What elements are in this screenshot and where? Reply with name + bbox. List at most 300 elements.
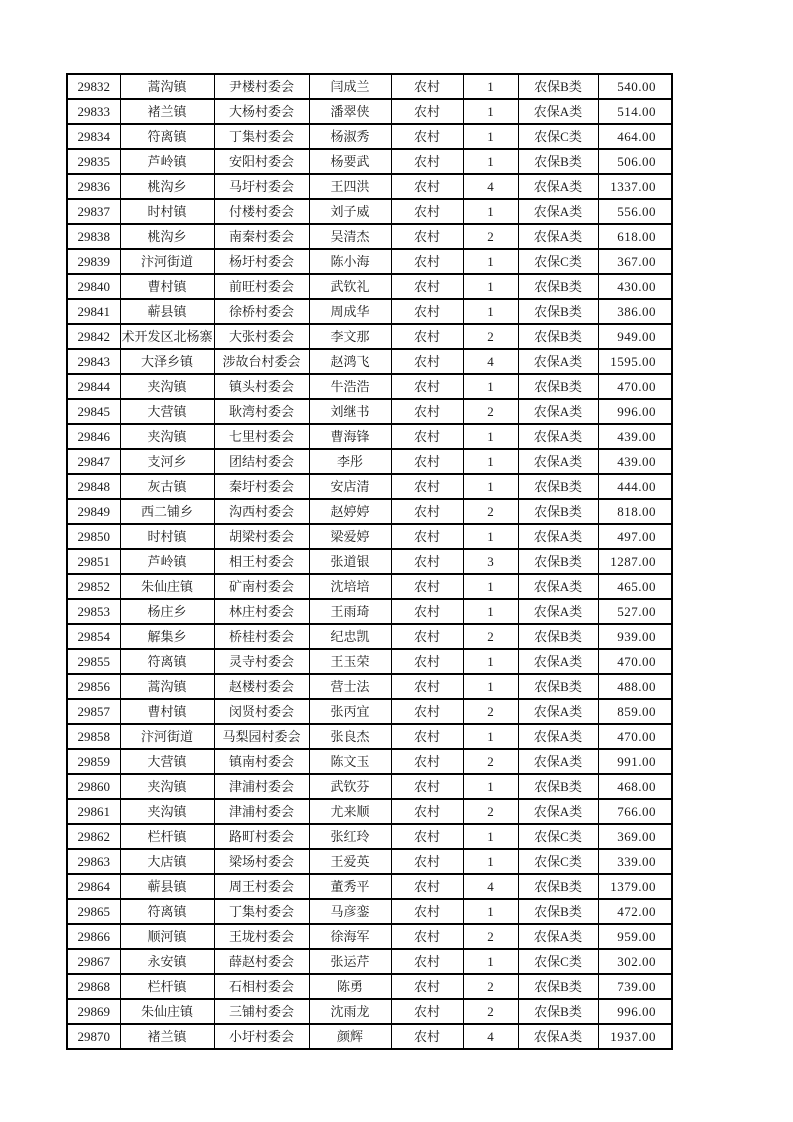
cell-insurance-class: 农保B类 <box>518 324 598 349</box>
table-row <box>67 999 672 1024</box>
cell-record-id: 29843 <box>67 349 120 374</box>
cell-insurance-class: 农保B类 <box>518 874 598 899</box>
cell-count: 1 <box>463 374 518 399</box>
cell-village-committee: 前旺村委会 <box>214 274 309 299</box>
cell-amount: 439.00 <box>598 424 672 449</box>
cell-insurance-class: 农保B类 <box>518 74 598 99</box>
table-row <box>67 774 672 799</box>
cell-town: 大营镇 <box>120 399 214 424</box>
cell-residence-type: 农村 <box>391 924 463 949</box>
cell-record-id: 29834 <box>67 124 120 149</box>
cell-amount: 439.00 <box>598 449 672 474</box>
cell-amount: 470.00 <box>598 374 672 399</box>
cell-record-id: 29859 <box>67 749 120 774</box>
cell-record-id: 29858 <box>67 724 120 749</box>
cell-amount: 618.00 <box>598 224 672 249</box>
cell-insurance-class: 农保B类 <box>518 374 598 399</box>
cell-amount: 739.00 <box>598 974 672 999</box>
cell-person-name: 张良杰 <box>309 724 391 749</box>
table-row <box>67 199 672 224</box>
cell-village-committee: 矿南村委会 <box>214 574 309 599</box>
cell-village-committee: 赵楼村委会 <box>214 674 309 699</box>
table-row <box>67 299 672 324</box>
table-row <box>67 499 672 524</box>
cell-insurance-class: 农保B类 <box>518 624 598 649</box>
table-row <box>67 524 672 549</box>
table-row <box>67 249 672 274</box>
cell-count: 1 <box>463 199 518 224</box>
cell-town: 符离镇 <box>120 899 214 924</box>
cell-insurance-class: 农保A类 <box>518 524 598 549</box>
cell-village-committee: 秦圩村委会 <box>214 474 309 499</box>
cell-town: 芦岭镇 <box>120 549 214 574</box>
cell-person-name: 沈培培 <box>309 574 391 599</box>
table-row <box>67 324 672 349</box>
cell-person-name: 王雨琦 <box>309 599 391 624</box>
cell-town: 大营镇 <box>120 749 214 774</box>
cell-residence-type: 农村 <box>391 1024 463 1049</box>
cell-person-name: 杨淑秀 <box>309 124 391 149</box>
cell-count: 1 <box>463 849 518 874</box>
cell-town: 支河乡 <box>120 449 214 474</box>
cell-village-committee: 镇头村委会 <box>214 374 309 399</box>
cell-town: 夹沟镇 <box>120 374 214 399</box>
table-row <box>67 99 672 124</box>
cell-residence-type: 农村 <box>391 824 463 849</box>
cell-record-id: 29868 <box>67 974 120 999</box>
cell-record-id: 29852 <box>67 574 120 599</box>
cell-count: 1 <box>463 249 518 274</box>
cell-person-name: 曹海锋 <box>309 424 391 449</box>
cell-count: 3 <box>463 549 518 574</box>
cell-village-committee: 王垅村委会 <box>214 924 309 949</box>
table-row <box>67 724 672 749</box>
cell-person-name: 吴清杰 <box>309 224 391 249</box>
cell-record-id: 29847 <box>67 449 120 474</box>
cell-town: 汴河街道 <box>120 249 214 274</box>
cell-person-name: 刘子威 <box>309 199 391 224</box>
cell-town: 蒿沟镇 <box>120 74 214 99</box>
table-row <box>67 449 672 474</box>
cell-amount: 939.00 <box>598 624 672 649</box>
cell-town: 夹沟镇 <box>120 799 214 824</box>
cell-village-committee: 尹楼村委会 <box>214 74 309 99</box>
cell-insurance-class: 农保B类 <box>518 999 598 1024</box>
cell-insurance-class: 农保C类 <box>518 849 598 874</box>
cell-insurance-class: 农保B类 <box>518 274 598 299</box>
cell-record-id: 29840 <box>67 274 120 299</box>
cell-record-id: 29849 <box>67 499 120 524</box>
cell-town: 栏杆镇 <box>120 824 214 849</box>
cell-village-committee: 团结村委会 <box>214 449 309 474</box>
cell-record-id: 29869 <box>67 999 120 1024</box>
cell-town: 西二铺乡 <box>120 499 214 524</box>
cell-amount: 430.00 <box>598 274 672 299</box>
cell-village-committee: 丁集村委会 <box>214 899 309 924</box>
table-row <box>67 374 672 399</box>
cell-record-id: 29845 <box>67 399 120 424</box>
cell-amount: 1337.00 <box>598 174 672 199</box>
cell-residence-type: 农村 <box>391 174 463 199</box>
cell-town: 桃沟乡 <box>120 174 214 199</box>
table-row <box>67 174 672 199</box>
cell-village-committee: 沟西村委会 <box>214 499 309 524</box>
cell-residence-type: 农村 <box>391 999 463 1024</box>
cell-insurance-class: 农保A类 <box>518 574 598 599</box>
cell-town: 大泽乡镇 <box>120 349 214 374</box>
cell-record-id: 29857 <box>67 699 120 724</box>
cell-insurance-class: 农保B类 <box>518 499 598 524</box>
cell-residence-type: 农村 <box>391 974 463 999</box>
cell-record-id: 29833 <box>67 99 120 124</box>
cell-amount: 991.00 <box>598 749 672 774</box>
cell-amount: 514.00 <box>598 99 672 124</box>
cell-insurance-class: 农保A类 <box>518 99 598 124</box>
cell-count: 1 <box>463 674 518 699</box>
table-row <box>67 974 672 999</box>
cell-insurance-class: 农保B类 <box>518 899 598 924</box>
cell-count: 1 <box>463 824 518 849</box>
cell-village-committee: 徐桥村委会 <box>214 299 309 324</box>
cell-record-id: 29856 <box>67 674 120 699</box>
cell-amount: 949.00 <box>598 324 672 349</box>
cell-person-name: 闫成兰 <box>309 74 391 99</box>
cell-insurance-class: 农保B类 <box>518 149 598 174</box>
cell-person-name: 牛浩浩 <box>309 374 391 399</box>
cell-residence-type: 农村 <box>391 399 463 424</box>
cell-count: 4 <box>463 1024 518 1049</box>
cell-person-name: 徐海军 <box>309 924 391 949</box>
table-row <box>67 674 672 699</box>
cell-residence-type: 农村 <box>391 249 463 274</box>
cell-person-name: 马彦銮 <box>309 899 391 924</box>
cell-person-name: 颜辉 <box>309 1024 391 1049</box>
cell-record-id: 29842 <box>67 324 120 349</box>
cell-count: 2 <box>463 399 518 424</box>
cell-count: 2 <box>463 624 518 649</box>
cell-record-id: 29844 <box>67 374 120 399</box>
cell-record-id: 29838 <box>67 224 120 249</box>
cell-amount: 464.00 <box>598 124 672 149</box>
cell-residence-type: 农村 <box>391 199 463 224</box>
cell-record-id: 29850 <box>67 524 120 549</box>
cell-residence-type: 农村 <box>391 599 463 624</box>
cell-village-committee: 薛赵村委会 <box>214 949 309 974</box>
cell-town: 顺河镇 <box>120 924 214 949</box>
cell-insurance-class: 农保A类 <box>518 224 598 249</box>
cell-count: 1 <box>463 74 518 99</box>
cell-amount: 1937.00 <box>598 1024 672 1049</box>
cell-record-id: 29837 <box>67 199 120 224</box>
cell-amount: 1287.00 <box>598 549 672 574</box>
cell-town: 朱仙庄镇 <box>120 574 214 599</box>
cell-amount: 470.00 <box>598 649 672 674</box>
cell-record-id: 29835 <box>67 149 120 174</box>
cell-person-name: 王爱英 <box>309 849 391 874</box>
cell-residence-type: 农村 <box>391 849 463 874</box>
cell-village-committee: 涉故台村委会 <box>214 349 309 374</box>
cell-record-id: 29864 <box>67 874 120 899</box>
cell-insurance-class: 农保C类 <box>518 124 598 149</box>
cell-amount: 497.00 <box>598 524 672 549</box>
cell-count: 1 <box>463 649 518 674</box>
cell-amount: 766.00 <box>598 799 672 824</box>
cell-insurance-class: 农保C类 <box>518 824 598 849</box>
cell-count: 4 <box>463 174 518 199</box>
cell-amount: 527.00 <box>598 599 672 624</box>
cell-amount: 367.00 <box>598 249 672 274</box>
cell-village-committee: 杨圩村委会 <box>214 249 309 274</box>
table-row <box>67 749 672 774</box>
cell-village-committee: 南秦村委会 <box>214 224 309 249</box>
cell-count: 2 <box>463 799 518 824</box>
cell-insurance-class: 农保B类 <box>518 299 598 324</box>
cell-village-committee: 胡梁村委会 <box>214 524 309 549</box>
cell-insurance-class: 农保A类 <box>518 924 598 949</box>
cell-town: 灰古镇 <box>120 474 214 499</box>
cell-town: 蕲县镇 <box>120 874 214 899</box>
cell-residence-type: 农村 <box>391 499 463 524</box>
cell-town: 曹村镇 <box>120 699 214 724</box>
cell-record-id: 29832 <box>67 74 120 99</box>
table-row <box>67 624 672 649</box>
cell-person-name: 纪忠凯 <box>309 624 391 649</box>
cell-record-id: 29851 <box>67 549 120 574</box>
cell-residence-type: 农村 <box>391 899 463 924</box>
table-row <box>67 74 672 99</box>
cell-town: 时村镇 <box>120 199 214 224</box>
cell-count: 1 <box>463 949 518 974</box>
cell-amount: 444.00 <box>598 474 672 499</box>
cell-count: 2 <box>463 974 518 999</box>
records-table-body <box>67 74 672 1049</box>
cell-person-name: 营士法 <box>309 674 391 699</box>
cell-residence-type: 农村 <box>391 724 463 749</box>
records-table <box>66 73 673 1050</box>
cell-person-name: 梁爱婷 <box>309 524 391 549</box>
cell-insurance-class: 农保B类 <box>518 674 598 699</box>
cell-count: 1 <box>463 99 518 124</box>
cell-town: 褚兰镇 <box>120 1024 214 1049</box>
cell-amount: 506.00 <box>598 149 672 174</box>
table-row <box>67 399 672 424</box>
cell-village-committee: 三铺村委会 <box>214 999 309 1024</box>
cell-count: 1 <box>463 724 518 749</box>
cell-insurance-class: 农保A类 <box>518 724 598 749</box>
table-row <box>67 124 672 149</box>
table-row <box>67 474 672 499</box>
cell-person-name: 陈文玉 <box>309 749 391 774</box>
cell-insurance-class: 农保C类 <box>518 949 598 974</box>
cell-insurance-class: 农保A类 <box>518 199 598 224</box>
cell-residence-type: 农村 <box>391 124 463 149</box>
cell-residence-type: 农村 <box>391 574 463 599</box>
cell-insurance-class: 农保A类 <box>518 449 598 474</box>
cell-count: 1 <box>463 574 518 599</box>
cell-town: 永安镇 <box>120 949 214 974</box>
cell-count: 2 <box>463 224 518 249</box>
cell-residence-type: 农村 <box>391 774 463 799</box>
cell-count: 1 <box>463 274 518 299</box>
cell-amount: 996.00 <box>598 399 672 424</box>
table-row <box>67 599 672 624</box>
table-row <box>67 349 672 374</box>
cell-amount: 468.00 <box>598 774 672 799</box>
cell-village-committee: 镇南村委会 <box>214 749 309 774</box>
cell-amount: 818.00 <box>598 499 672 524</box>
cell-person-name: 尤来顺 <box>309 799 391 824</box>
cell-person-name: 董秀平 <box>309 874 391 899</box>
table-row <box>67 549 672 574</box>
table-row <box>67 824 672 849</box>
cell-record-id: 29846 <box>67 424 120 449</box>
cell-residence-type: 农村 <box>391 99 463 124</box>
cell-insurance-class: 农保B类 <box>518 549 598 574</box>
table-row <box>67 899 672 924</box>
cell-town: 时村镇 <box>120 524 214 549</box>
cell-town: 夹沟镇 <box>120 424 214 449</box>
cell-person-name: 陈小海 <box>309 249 391 274</box>
cell-residence-type: 农村 <box>391 374 463 399</box>
table-row <box>67 949 672 974</box>
cell-record-id: 29848 <box>67 474 120 499</box>
cell-record-id: 29862 <box>67 824 120 849</box>
cell-insurance-class: 农保B类 <box>518 774 598 799</box>
cell-person-name: 王玉荣 <box>309 649 391 674</box>
cell-insurance-class: 农保B类 <box>518 474 598 499</box>
cell-person-name: 张红玲 <box>309 824 391 849</box>
cell-amount: 470.00 <box>598 724 672 749</box>
cell-village-committee: 小圩村委会 <box>214 1024 309 1049</box>
cell-record-id: 29854 <box>67 624 120 649</box>
cell-village-committee: 津浦村委会 <box>214 774 309 799</box>
cell-person-name: 张道银 <box>309 549 391 574</box>
table-row <box>67 924 672 949</box>
cell-insurance-class: 农保A类 <box>518 649 598 674</box>
cell-town: 汴河街道 <box>120 724 214 749</box>
cell-village-committee: 路町村委会 <box>214 824 309 849</box>
cell-residence-type: 农村 <box>391 749 463 774</box>
cell-residence-type: 农村 <box>391 949 463 974</box>
cell-count: 1 <box>463 124 518 149</box>
cell-village-committee: 耿湾村委会 <box>214 399 309 424</box>
table-row <box>67 849 672 874</box>
cell-village-committee: 付楼村委会 <box>214 199 309 224</box>
cell-residence-type: 农村 <box>391 524 463 549</box>
table-row <box>67 649 672 674</box>
cell-person-name: 刘继书 <box>309 399 391 424</box>
cell-insurance-class: 农保A类 <box>518 349 598 374</box>
cell-residence-type: 农村 <box>391 74 463 99</box>
cell-count: 4 <box>463 349 518 374</box>
cell-village-committee: 灵寺村委会 <box>214 649 309 674</box>
cell-residence-type: 农村 <box>391 349 463 374</box>
cell-person-name: 潘翠侠 <box>309 99 391 124</box>
cell-insurance-class: 农保A类 <box>518 1024 598 1049</box>
cell-village-committee: 林庄村委会 <box>214 599 309 624</box>
cell-count: 1 <box>463 449 518 474</box>
cell-record-id: 29836 <box>67 174 120 199</box>
cell-count: 1 <box>463 149 518 174</box>
cell-count: 1 <box>463 299 518 324</box>
cell-town: 蕲县镇 <box>120 299 214 324</box>
cell-count: 2 <box>463 924 518 949</box>
cell-count: 2 <box>463 324 518 349</box>
cell-village-committee: 大张村委会 <box>214 324 309 349</box>
cell-residence-type: 农村 <box>391 649 463 674</box>
cell-amount: 1379.00 <box>598 874 672 899</box>
cell-residence-type: 农村 <box>391 324 463 349</box>
cell-village-committee: 七里村委会 <box>214 424 309 449</box>
cell-record-id: 29870 <box>67 1024 120 1049</box>
cell-amount: 465.00 <box>598 574 672 599</box>
cell-amount: 859.00 <box>598 699 672 724</box>
cell-amount: 556.00 <box>598 199 672 224</box>
cell-village-committee: 马梨园村委会 <box>214 724 309 749</box>
cell-record-id: 29860 <box>67 774 120 799</box>
cell-town: 夹沟镇 <box>120 774 214 799</box>
cell-amount: 1595.00 <box>598 349 672 374</box>
cell-town: 解集乡 <box>120 624 214 649</box>
cell-village-committee: 闵贤村委会 <box>214 699 309 724</box>
cell-count: 2 <box>463 699 518 724</box>
cell-person-name: 李文那 <box>309 324 391 349</box>
cell-town: 朱仙庄镇 <box>120 999 214 1024</box>
cell-person-name: 张运芹 <box>309 949 391 974</box>
cell-insurance-class: 农保A类 <box>518 799 598 824</box>
table-row <box>67 799 672 824</box>
cell-amount: 996.00 <box>598 999 672 1024</box>
cell-insurance-class: 农保A类 <box>518 699 598 724</box>
cell-count: 1 <box>463 424 518 449</box>
cell-town: 栏杆镇 <box>120 974 214 999</box>
cell-record-id: 29863 <box>67 849 120 874</box>
cell-record-id: 29867 <box>67 949 120 974</box>
cell-amount: 472.00 <box>598 899 672 924</box>
cell-village-committee: 丁集村委会 <box>214 124 309 149</box>
cell-insurance-class: 农保A类 <box>518 399 598 424</box>
cell-count: 1 <box>463 774 518 799</box>
cell-count: 2 <box>463 749 518 774</box>
cell-residence-type: 农村 <box>391 474 463 499</box>
cell-residence-type: 农村 <box>391 549 463 574</box>
cell-residence-type: 农村 <box>391 674 463 699</box>
cell-count: 2 <box>463 999 518 1024</box>
cell-person-name: 安店清 <box>309 474 391 499</box>
cell-count: 2 <box>463 499 518 524</box>
cell-person-name: 杨要武 <box>309 149 391 174</box>
cell-insurance-class: 农保A类 <box>518 424 598 449</box>
cell-record-id: 29841 <box>67 299 120 324</box>
cell-count: 1 <box>463 599 518 624</box>
table-row <box>67 699 672 724</box>
cell-insurance-class: 农保A类 <box>518 749 598 774</box>
cell-amount: 959.00 <box>598 924 672 949</box>
cell-record-id: 29855 <box>67 649 120 674</box>
cell-count: 1 <box>463 899 518 924</box>
cell-village-committee: 相王村委会 <box>214 549 309 574</box>
cell-insurance-class: 农保B类 <box>518 974 598 999</box>
cell-village-committee: 梁场村委会 <box>214 849 309 874</box>
cell-village-committee: 津浦村委会 <box>214 799 309 824</box>
cell-count: 1 <box>463 524 518 549</box>
cell-record-id: 29839 <box>67 249 120 274</box>
cell-person-name: 赵婷婷 <box>309 499 391 524</box>
cell-village-committee: 桥桂村委会 <box>214 624 309 649</box>
cell-residence-type: 农村 <box>391 274 463 299</box>
cell-insurance-class: 农保A类 <box>518 599 598 624</box>
cell-record-id: 29866 <box>67 924 120 949</box>
